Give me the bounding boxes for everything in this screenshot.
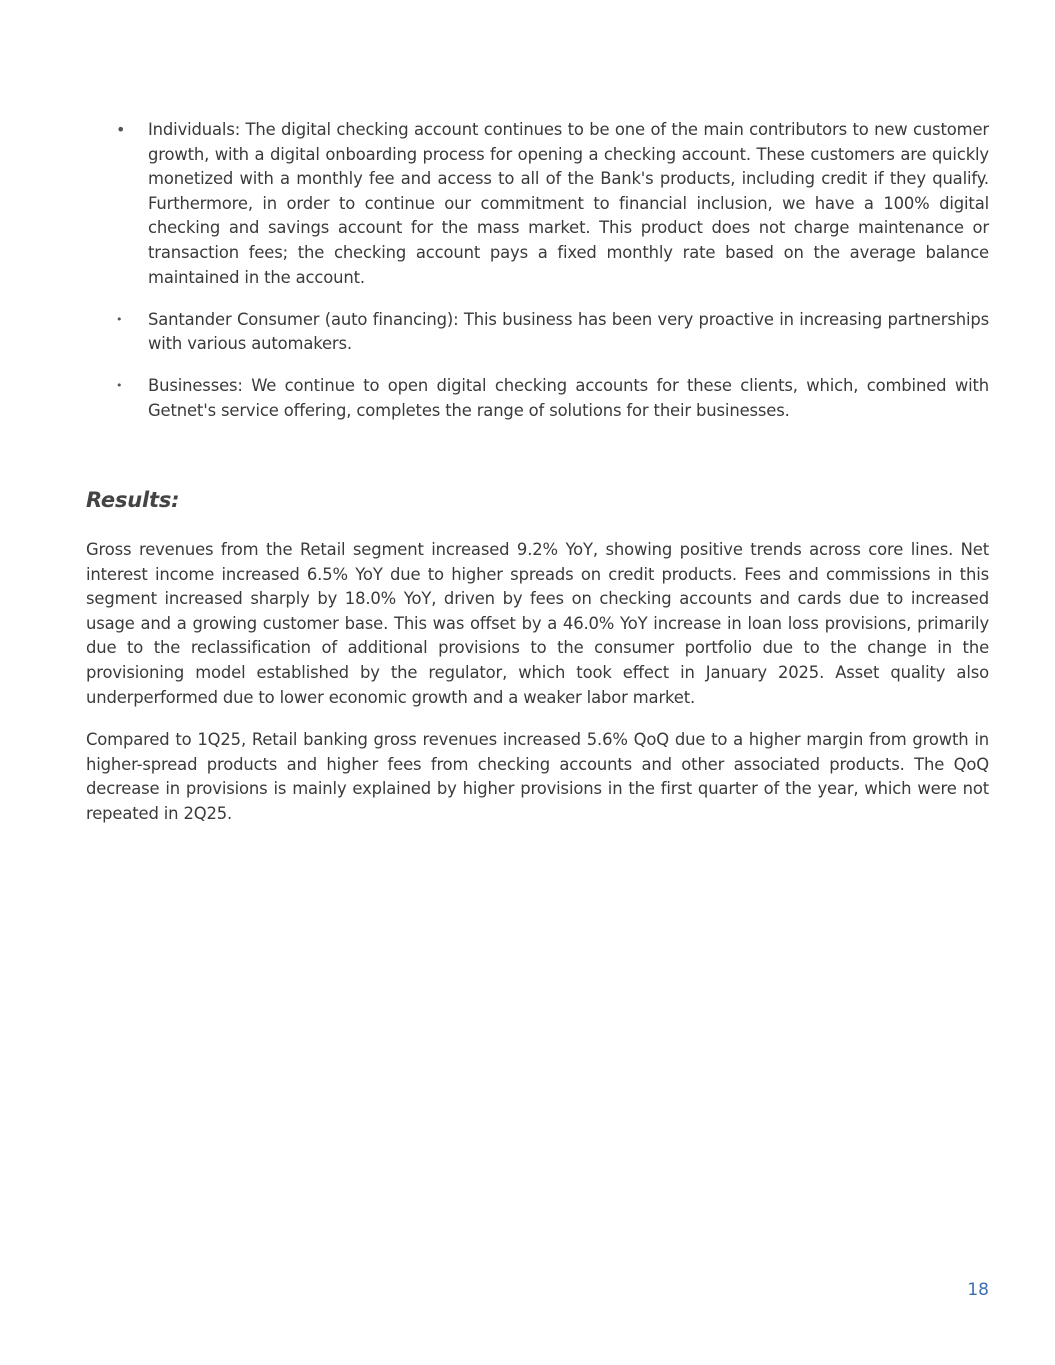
bullet-marker: •: [116, 312, 123, 326]
page-number: 18: [967, 1280, 989, 1300]
bullet-marker: •: [116, 120, 126, 139]
bullet-text: Businesses: We continue to open digital checking accounts for these clients, which, combined with Getnet's service offering, completes the range of solutions for their businesses.: [148, 376, 989, 420]
bullet-item-businesses: [86, 374, 989, 423]
bullet-text: Individuals: The digital checking account continues to be one of the main contributors to new customer growth, with a digital onboarding process for opening a checking account. These customers are quickly monetized with a monthly fee and access to all of the Bank's products, including credit if they qualify. Furthermore, in order to continue our commitment to financial inclusion, we have a 100% digital checking and savings account for the mass market. This product does not charge maintenance or transaction fees; the checking account pays a fixed monthly rate based on the average balance maintained in the account.: [148, 120, 989, 287]
bullet-marker: •: [116, 379, 123, 393]
results-paragraph: Gross revenues from the Retail segment increased 9.2% YoY, showing positive trends across core lines. Net interest income increased 6.5% YoY due to higher spreads on credit products. Fees and commissions in this segment increased sharply by 18.0% YoY, driven by fees on checking accounts and cards due to increased usage and a growing customer base. This was offset by a 46.0% YoY increase in loan loss provisions, primarily due to the reclassification of additional provisions to the consumer portfolio due to the change in the provisioning model established by the regulator, which took effect in January 2025. Asset quality also underperformed due to lower economic growth and a weaker labor market.: [86, 540, 989, 707]
bullet-item-santander-consumer: [86, 308, 989, 357]
bullet-list: [86, 118, 989, 441]
bullet-item-individuals: [86, 118, 989, 290]
results-paragraph: Compared to 1Q25, Retail banking gross revenues increased 5.6% QoQ due to a higher margin from growth in higher-spread products and higher fees from checking accounts and other associated products. The QoQ decrease in provisions is mainly explained by higher provisions in the first quarter of the year, which were not repeated in 2Q25.: [86, 730, 989, 823]
bullet-text: Santander Consumer (auto financing): This business has been very proactive in increasing partnerships with various automakers.: [148, 309, 989, 354]
results-heading: Results:: [86, 488, 180, 512]
